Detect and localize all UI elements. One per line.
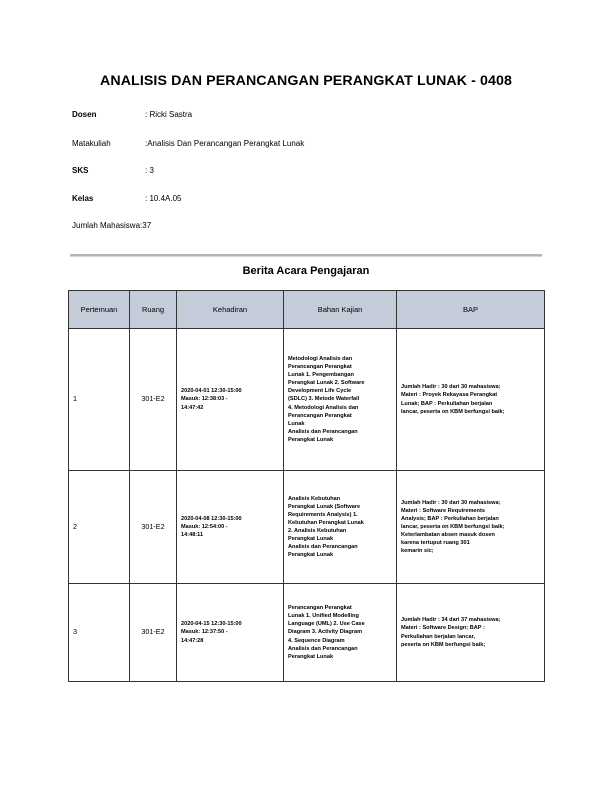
cell-bap-line: Lunak; BAP : Perkuliahan berjalan xyxy=(401,400,493,407)
cell-kehadiran-line: 2020-04-15 12:30-15:00 xyxy=(181,621,242,628)
cell-bap-line: Materi : Software Requirements xyxy=(401,507,485,514)
cell-bahan-kajian xyxy=(284,329,397,471)
cell-bahan-kajian-line: Lunak 1. Unified Modelling xyxy=(288,613,359,620)
cell-bahan-kajian-line: Perangkat Lunak xyxy=(288,536,334,543)
info-value: : 10.4A.05 xyxy=(145,194,182,203)
cell-kehadiran xyxy=(177,584,284,682)
cell-pertemuan: 3 xyxy=(69,584,130,682)
cell-bahan-kajian xyxy=(284,584,397,682)
cell-bap-line: karena tertuput ruang 301 xyxy=(401,540,470,547)
cell-bap-line: Perkuliahan berjalan lancar, xyxy=(401,633,475,640)
header-pertemuan: Pertemuan xyxy=(69,291,130,329)
cell-bap-line: Analysis; BAP : Perkuliahan berjalan xyxy=(401,515,499,522)
cell-kehadiran-line: 2020-04-01 12:30-15:00 xyxy=(181,388,242,395)
header-kehadiran: Kehadiran xyxy=(177,291,284,329)
cell-bahan-kajian-line: Lunak 1. Pengembangan xyxy=(288,372,354,379)
cell-bap-line: lancar, peserta on KBM berfungsi baik; xyxy=(401,408,505,415)
cell-bahan-kajian-line: Analisis dan Perancangan xyxy=(288,544,358,551)
cell-bahan-kajian-line: Perangkat Lunak xyxy=(288,552,334,559)
cell-kehadiran-line: 2020-04-08 12:30-15:00 xyxy=(181,515,242,522)
cell-ruang: 301-E2 xyxy=(130,329,177,471)
cell-kehadiran-line: Masuk: 12:38:03 - xyxy=(181,396,228,403)
student-count: Jumlah Mahasiswa:37 xyxy=(72,221,152,230)
cell-bap-line: peserta on KBM berfungsi baik; xyxy=(401,641,486,648)
cell-bahan-kajian-line: Perancangan Perangkat xyxy=(288,364,352,370)
cell-bahan-kajian-line: Diagram 3. Activity Diagram xyxy=(288,629,363,636)
header-bap: BAP xyxy=(397,291,545,329)
cell-bahan-kajian-line: Requirements Analysis) 1. xyxy=(288,511,358,518)
document-title: ANALISIS DAN PERANCANGAN PERANGKAT LUNAK - 0408 xyxy=(100,73,512,89)
cell-bahan-kajian-line: Perancangan Perangkat xyxy=(288,605,352,612)
info-label: Matakuliah xyxy=(72,139,111,148)
cell-bahan-kajian-line: Analisis dan Perancangan xyxy=(288,428,358,435)
cell-bahan-kajian-line: Language (UML) 2. Use Case xyxy=(288,621,365,628)
cell-bap xyxy=(397,584,545,682)
cell-kehadiran-line: 14:47:42 xyxy=(181,404,204,411)
info-label: Dosen xyxy=(72,110,97,119)
cell-bahan-kajian-line: Analisis Kebutuhan xyxy=(288,495,341,502)
cell-bap-line: Jumlah Hadir : 34 dari 37 mahasiswa; xyxy=(401,617,501,624)
header-ruang: Ruang xyxy=(130,291,177,329)
info-value: : 3 xyxy=(145,166,154,175)
cell-bahan-kajian-line: Perangkat Lunak 2. Software xyxy=(288,380,365,387)
cell-kehadiran xyxy=(177,329,284,471)
cell-bahan-kajian-line: 2. Analisis Kebutuhan xyxy=(288,528,347,534)
header-bahan-kajian: Bahan Kajian xyxy=(284,291,397,329)
cell-kehadiran-line: 14:48:11 xyxy=(181,532,204,539)
cell-bahan-kajian-line: 4. Sequence Diagram xyxy=(288,637,345,644)
info-label: SKS xyxy=(72,166,89,175)
cell-bahan-kajian-line: Perancangan Perangkat xyxy=(288,412,352,419)
table-row xyxy=(69,584,545,682)
cell-bap xyxy=(397,471,545,584)
cell-bahan-kajian-line: Perangkat Lunak xyxy=(288,653,334,660)
cell-bap-line: lancar, peserta on KBM berfungsi baik; xyxy=(401,523,505,530)
section-divider xyxy=(70,254,542,257)
cell-bap-line: Materi : Proyek Rekayasa Perangkat xyxy=(401,392,498,399)
cell-bahan-kajian-line: Development Life Cycle xyxy=(288,388,352,395)
cell-bahan-kajian-line: Metodologi Analisis dan xyxy=(288,355,353,362)
cell-bap-line: Jumlah Hadir : 30 dari 30 mahasiswa; xyxy=(401,499,501,506)
cell-bap-line: kemarin sic; xyxy=(401,548,434,555)
info-value: :Analisis Dan Perancangan Perangkat Lunak xyxy=(145,139,305,148)
cell-bap-line: Materi : Software Design; BAP : xyxy=(401,625,485,632)
section-title: Berita Acara Pengajaran xyxy=(242,265,370,277)
cell-bahan-kajian-line: Lunak xyxy=(288,420,305,427)
cell-kehadiran-line: Masuk: 12:54:00 - xyxy=(181,523,228,530)
cell-bahan-kajian-line: Perangkat Lunak xyxy=(288,436,334,443)
cell-bahan-kajian-line: Perangkat Lunak (Software xyxy=(288,503,361,510)
cell-bap-line: Keterlambatan absen masuk dosen xyxy=(401,532,495,539)
cell-bahan-kajian xyxy=(284,471,397,584)
cell-pertemuan: 1 xyxy=(69,329,130,471)
table-row xyxy=(69,329,545,471)
cell-bahan-kajian-line: 4. Metodologi Analisis dan xyxy=(288,404,359,411)
cell-kehadiran-line: Masuk: 12:37:50 - xyxy=(181,629,228,636)
cell-pertemuan: 2 xyxy=(69,471,130,584)
cell-bap-line: Jumlah Hadir : 30 dari 30 mahasiswa; xyxy=(401,384,501,391)
table-row xyxy=(69,471,545,584)
table-header-row xyxy=(69,291,545,329)
info-label: Kelas xyxy=(72,194,94,203)
cell-kehadiran xyxy=(177,471,284,584)
cell-kehadiran-line: 14:47:28 xyxy=(181,637,204,644)
cell-bahan-kajian-line: (SDLC) 3. Metode Waterfall xyxy=(288,396,360,403)
cell-ruang: 301-E2 xyxy=(130,471,177,584)
cell-bahan-kajian-line: Analisis dan Perancangan xyxy=(288,645,358,652)
cell-ruang: 301-E2 xyxy=(130,584,177,682)
info-value: : Ricki Sastra xyxy=(145,110,193,119)
cell-bahan-kajian-line: Kebutuhan Perangkat Lunak xyxy=(288,519,364,526)
cell-bap xyxy=(397,329,545,471)
teaching-report-table xyxy=(68,290,545,682)
